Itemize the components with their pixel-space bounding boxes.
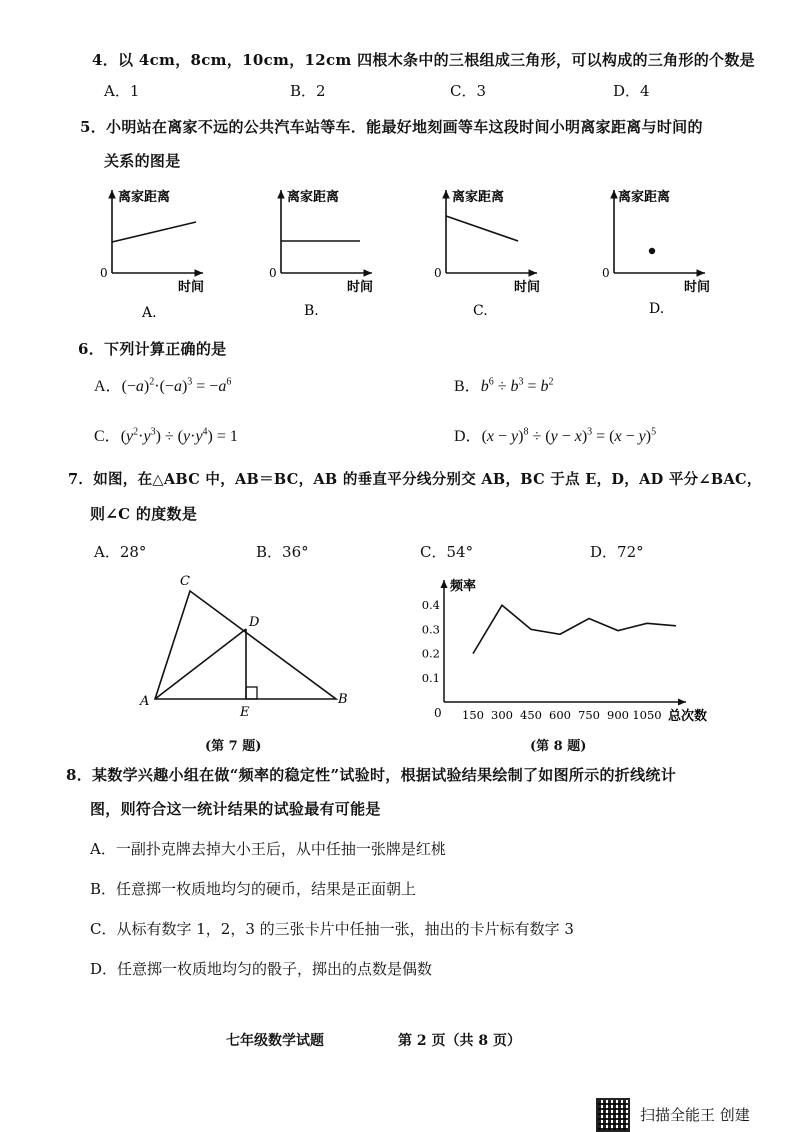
- q5-graph-b: [269, 189, 373, 319]
- q4-option-a: A．1: [104, 82, 140, 100]
- q5c-label: C.: [473, 303, 488, 319]
- y-tick-label: 0.1: [421, 670, 440, 685]
- q5a-label: A.: [142, 305, 157, 321]
- q5d-origin: 0: [602, 266, 610, 280]
- q6-option-c: C．$(y^2\cdot y^3) \div (y\cdot y^4) = 1$: [94, 426, 238, 445]
- q5-graph-a: [100, 189, 204, 321]
- chart-ylabel: 频率: [450, 579, 477, 594]
- q4-stem: 4．以 4cm，8cm，10cm，12cm 四根木条中的三根组成三角形，可以构成的三角形的个数是: [92, 51, 755, 69]
- q5c-origin: 0: [434, 266, 442, 280]
- q8-option-d: D．任意掷一枚质地均匀的骰子，掷出的点数是偶数: [90, 960, 433, 978]
- q6-option-d-label: D．: [454, 428, 482, 445]
- q5c-ylabel: 离家距离: [452, 190, 505, 205]
- qr-code-icon: [596, 1098, 630, 1132]
- chart-series-line: [473, 605, 676, 653]
- q4-option-c: C．3: [450, 82, 487, 100]
- point-label-e: E: [240, 705, 250, 718]
- q5c-line: [446, 216, 518, 241]
- q8-option-a: A．一副扑克牌去掉大小王后，从中任抽一张牌是红桃: [90, 840, 446, 858]
- x-tick-label: 450: [520, 708, 542, 722]
- q5a-line: [112, 222, 196, 242]
- footer-page: 第 2 页（共 8 页）: [398, 1033, 521, 1049]
- q5c-xlabel: 时间: [514, 280, 541, 295]
- point-label-d: D: [249, 615, 260, 630]
- q5-graphs: [90, 185, 730, 325]
- y-tick-label: 0.2: [421, 646, 440, 661]
- x-tick-label: 1050: [632, 708, 662, 722]
- q5d-label: D.: [649, 301, 665, 317]
- q6-option-d: D．$(x - y)^8 \div (y - x)^3 = (x - y)^5$: [454, 426, 657, 445]
- q5-graph-c: [434, 189, 540, 319]
- q6-stem: 6．下列计算正确的是: [78, 340, 227, 358]
- q5-stem-line2: 关系的图是: [104, 152, 181, 170]
- x-tick-label: 900: [607, 708, 629, 722]
- q6-option-c-label: C．: [94, 428, 121, 445]
- q5a-ylabel: 离家距离: [118, 190, 171, 205]
- q8-option-b: B．任意掷一枚质地均匀的硬币，结果是正面朝上: [90, 880, 417, 898]
- q5b-ylabel: 离家距离: [287, 190, 340, 205]
- y-tick-label: 0.4: [421, 598, 440, 613]
- q5d-xlabel: 时间: [684, 280, 711, 295]
- point-label-c: C: [180, 574, 190, 589]
- q5a-xlabel: 时间: [178, 280, 205, 295]
- watermark-text: 扫描全能王 创建: [640, 1106, 750, 1124]
- q6-option-b-label: B．: [454, 378, 481, 395]
- q8-caption: (第 8 题): [530, 739, 587, 754]
- q7-figure: [130, 568, 370, 718]
- y-tick-label: 0.3: [421, 622, 440, 637]
- q8-stem-line1: 8．某数学兴趣小组在做“频率的稳定性”试验时，根据试验结果绘制了如图所示的折线统计: [66, 766, 676, 784]
- q7-stem-line2: 则∠C 的度数是: [90, 505, 198, 523]
- q6-option-a: A．$(-a)^2\cdot(-a)^3 = -a^6$: [94, 376, 232, 395]
- q7-option-d: D．72°: [590, 543, 644, 561]
- x-tick-label: 300: [491, 708, 513, 722]
- x-tick-label: 750: [578, 708, 600, 722]
- q8-stem-line2: 图，则符合这一统计结果的试验最有可能是: [90, 800, 381, 818]
- chart-xlabel: 总次数: [668, 709, 708, 724]
- q5b-origin: 0: [269, 266, 277, 280]
- q7-option-b: B．36°: [256, 543, 309, 561]
- q5d-ylabel: 离家距离: [618, 190, 671, 205]
- segment-ad: [155, 629, 246, 699]
- x-tick-label: 600: [549, 708, 571, 722]
- q7-option-a: A．28°: [94, 543, 147, 561]
- q5-stem-line1: 5．小明站在离家不远的公共汽车站等车．能最好地刻画等车这段时间小明离家距离与时间的: [80, 118, 703, 136]
- q7-caption: (第 7 题): [205, 739, 262, 754]
- q7-option-c: C．54°: [420, 543, 474, 561]
- q8-option-c: C．从标有数字 1，2，3 的三张卡片中任抽一张，抽出的卡片标有数字 3: [90, 920, 574, 938]
- q5b-xlabel: 时间: [347, 280, 374, 295]
- point-label-b: B: [338, 692, 348, 707]
- chart-origin: 0: [434, 706, 442, 720]
- point-label-a: A: [140, 694, 150, 709]
- x-tick-label: 150: [462, 708, 484, 722]
- q5a-origin: 0: [100, 266, 108, 280]
- footer-subject: 七年级数学试题: [226, 1033, 324, 1049]
- q6-option-b: B．$b^6 \div b^3 = b^2$: [454, 376, 554, 395]
- q5-graph-d: [602, 189, 710, 317]
- q6-option-a-label: A．: [94, 378, 122, 395]
- q8-chart: [420, 572, 720, 727]
- q5d-point: [649, 248, 655, 254]
- right-angle-mark: [246, 687, 257, 699]
- q7-stem-line1: 7．如图，在△ABC 中，AB＝BC，AB 的垂直平分线分别交 AB，BC 于点 E，D，AD 平分∠BAC，: [68, 471, 762, 488]
- q4-option-d: D．4: [613, 82, 650, 100]
- q5b-label: B.: [304, 303, 319, 319]
- q4-option-b: B．2: [290, 82, 326, 100]
